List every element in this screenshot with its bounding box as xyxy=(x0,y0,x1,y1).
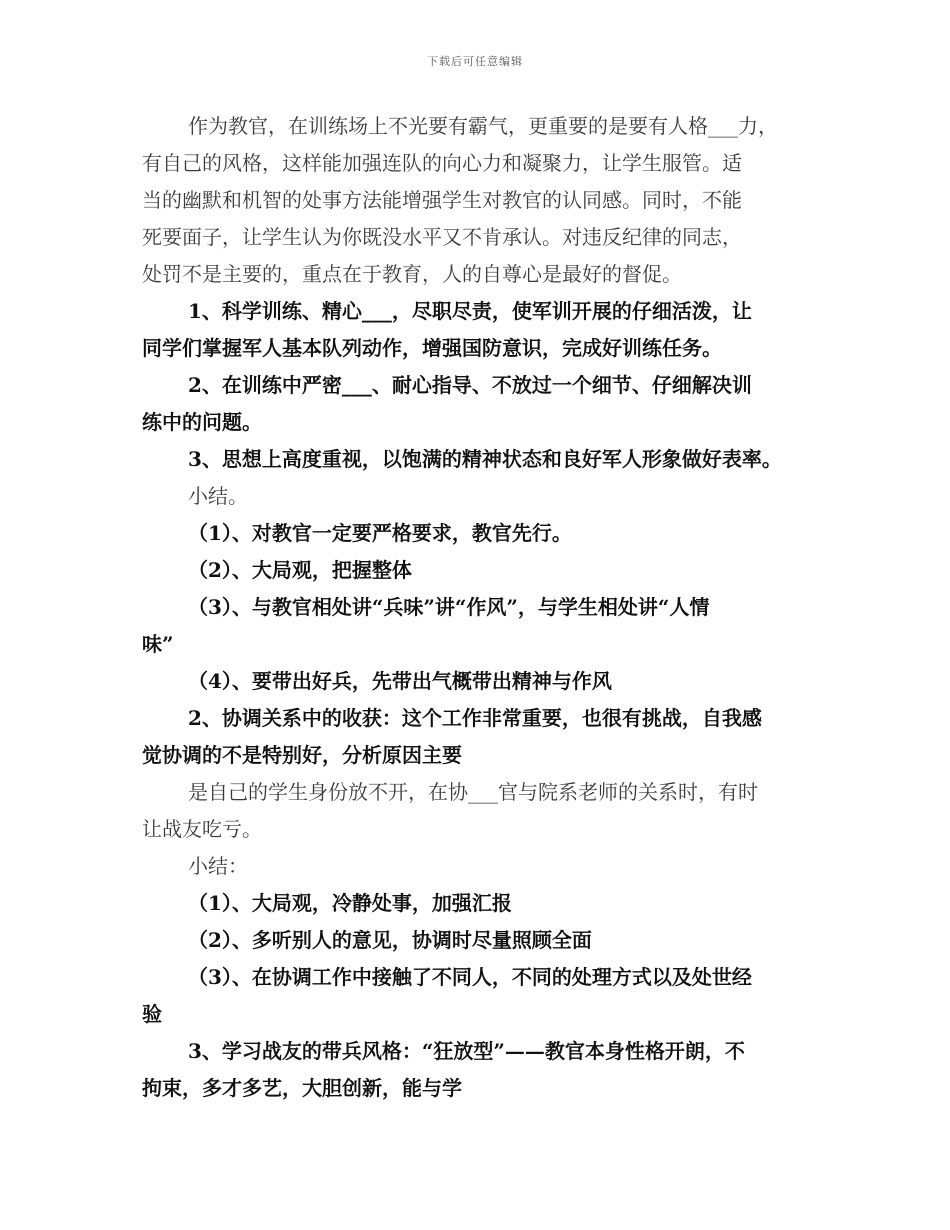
text-line: （3）、与教官相处讲“兵味”讲“作风”，与学生相处讲“人情 xyxy=(188,595,710,619)
text-line: 处罚不是主要的，重点在于教育，人的自尊心是最好的督促。 xyxy=(142,262,682,286)
text-line: 2、协调关系中的收获：这个工作非常重要，也很有挑战，自我感 xyxy=(188,706,762,730)
text-line: 让战友吃亏。 xyxy=(142,817,262,841)
text-line: 死要面子，让学生认为你既没水平又不肯承认。对违反纪律的同志， xyxy=(142,225,742,249)
text-line: （1）、对教官一定要严格要求，教官先行。 xyxy=(188,521,572,545)
text-line: 是自己的学生身份放不开，在协___官与院系老师的关系时，有时 xyxy=(188,780,758,804)
text-line: 3、思想上高度重视，以饱满的精神状态和良好军人形象做好表率。 xyxy=(188,447,782,471)
text-line: 小结。 xyxy=(188,484,248,508)
text-line: 拘束，多才多艺，大胆创新，能与学 xyxy=(142,1076,462,1100)
text-line: （1）、大局观，冷静处事，加强汇报 xyxy=(188,891,512,915)
text-line: 验 xyxy=(142,1002,162,1026)
text-line: 2、在训练中严密___、耐心指导、不放过一个细节、仔细解决训 xyxy=(188,373,752,397)
text-line: 练中的问题。 xyxy=(142,410,262,434)
text-line: 1、科学训练、精心___，尽职尽责，使军训开展的仔细活泼，让 xyxy=(188,299,752,323)
text-line: 作为教官，在训练场上不光要有霸气，更重要的是要有人格___力， xyxy=(188,114,778,138)
text-line: 觉协调的不是特别好，分析原因主要 xyxy=(142,743,462,767)
text-line: （2）、大局观，把握整体 xyxy=(188,558,412,582)
text-line: 同学们掌握军人基本队列动作，增强国防意识，完成好训练任务。 xyxy=(142,336,722,360)
text-line: 有自己的风格，这样能加强连队的向心力和凝聚力，让学生服管。适 xyxy=(142,151,742,175)
text-line: （4）、要带出好兵，先带出气概带出精神与作风 xyxy=(188,669,612,693)
text-line: 当的幽默和机智的处事方法能增强学生对教官的认同感。同时，不能 xyxy=(142,188,742,212)
document-body xyxy=(142,108,814,1107)
text-line: （2）、多听别人的意见，协调时尽量照顾全面 xyxy=(188,928,592,952)
page-header: 下载后可任意编辑 xyxy=(427,55,523,68)
text-line: （3）、在协调工作中接触了不同人，不同的处理方式以及处世经 xyxy=(188,965,752,989)
text-line: 味” xyxy=(142,632,174,656)
text-line: 3、学习战友的带兵风格：“狂放型”——教官本身性格开朗，不 xyxy=(188,1039,745,1063)
text-line: 小结： xyxy=(188,854,248,878)
